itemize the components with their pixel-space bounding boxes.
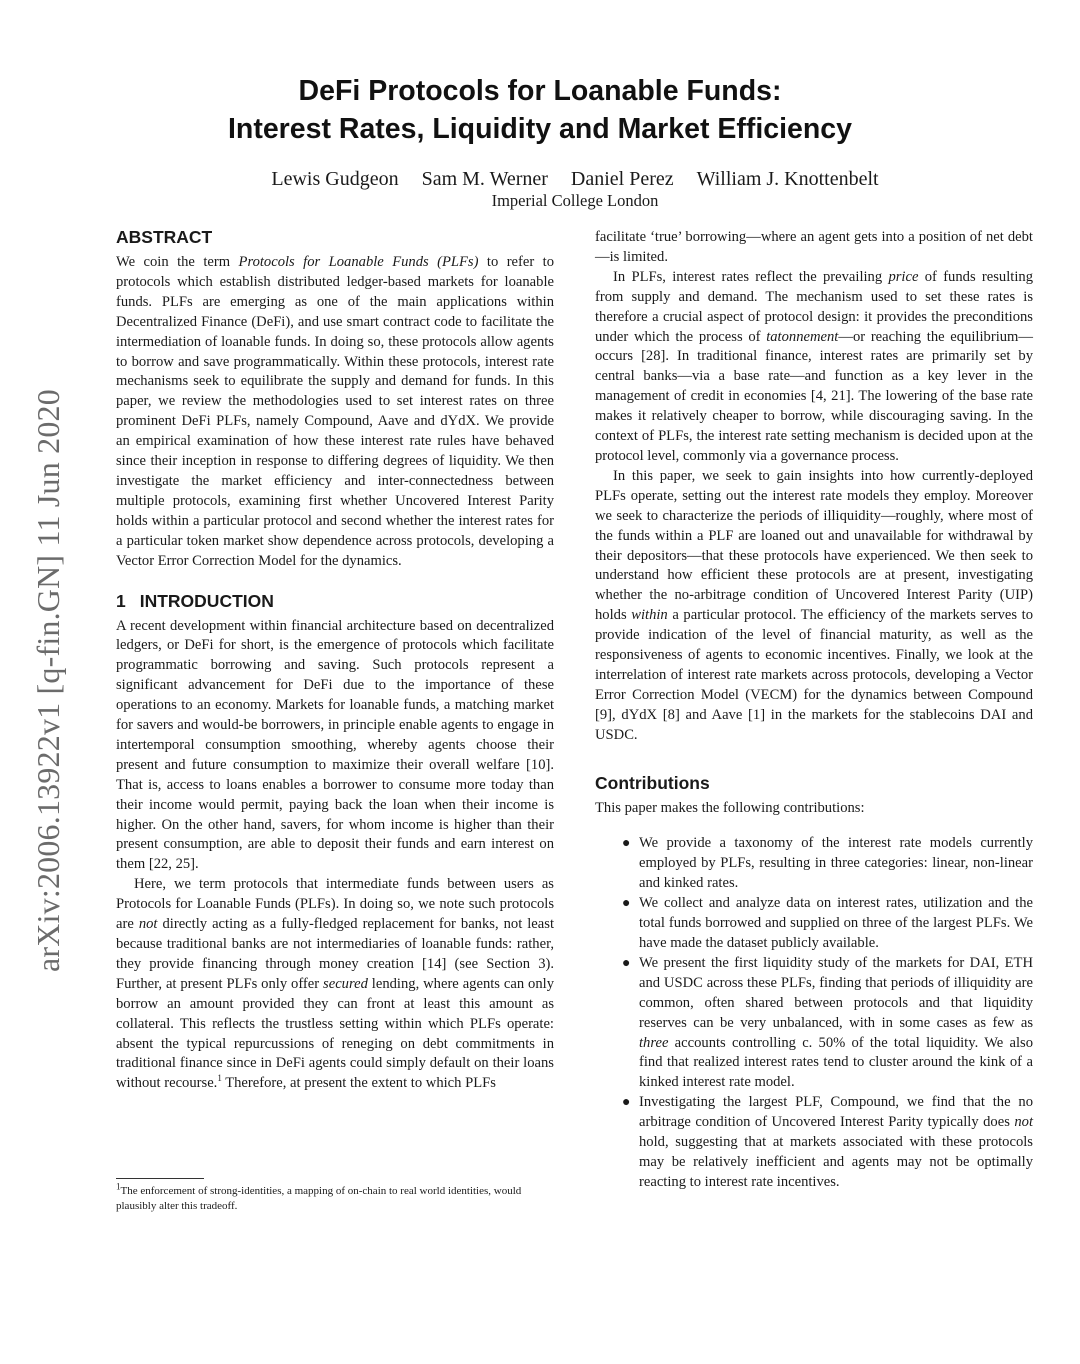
author-name: Daniel Perez (570, 168, 674, 190)
intro-paragraph-2-continued: facilitate ‘true’ borrowing—where an agent gets into a position of net debt—is limited. (595, 229, 1033, 265)
author-name: Sam M. Werner (421, 168, 548, 190)
bullet-icon: ● (622, 955, 631, 971)
intro-paragraph-3: In PLFs, interest rates reflect the prevailing price of funds resulting from supply and demand. The mechanism used to set these rates is therefore a crucial aspect of protocol design: it provides the preconditions under which the process of tatonnement—or reaching the equilibrium—occurs [28]. In traditional finance, interest rates are primarily set by central banks—via a base rate—and function as a key lever in the management of credit in economies [4, 21]. The lowering of the base rate makes it relatively cheaper to borrow, while discouraging saving. In the context of PLFs, the interest rate setting mechanism is decided upon at the protocol level, commonly via a governance process. (595, 268, 1033, 464)
paper-title (0, 72, 1080, 148)
author-name: Lewis Gudgeon (271, 168, 399, 190)
abstract-text: We coin the term Protocols for Loanable Funds (PLFs) to refer to protocols which establish distributed ledger-based markets for loanable funds. PLFs are emerging as one of the main applications within Decentralized Finance (DeFi), and use smart contract code to facilitate the intermediation of loanable funds. In doing so, these protocols allow agents to borrow and save programmatically. Within these protocols, interest rate mechanisms seek to equilibrate the supply and demand for funds. In this paper, we review the methodologies used to set interest rates on three prominent DeFi PLFs, namely Compound, Aave and dYdX. We provide an empirical examination of how these interest rate rules have behaved since their inception in response to differing degrees of liquidity. We then investigate the market efficiency and inter-connectedness between multiple protocols, examining first whether Uncovered Interest Parity holds within a particular protocol and second whether the interest rates for a particular token market show dependence across protocols, developing a Vector Error Correction Model for the dynamics. (116, 254, 555, 569)
section-title: INTRODUCTION (139, 590, 274, 611)
bullet-icon: ● (622, 896, 631, 912)
affiliation: Imperial College London (491, 191, 659, 210)
footnote: $^1$The enforcement of strong-identities, a mapping of on-chain to real world identities, would plausibly alter this tradeoff. (116, 1181, 522, 1212)
intro-paragraph-2: Here, we term protocols that intermediate funds between users as Protocols for Loanable Funds (PLFs). In doing so, we note such protocols are not directly acting as a fully-fledged replacement for banks, not least because traditional banks are not intermediaries of loanable funds: rather, they provide financing through money creation [14] (see Section 3). Further, at present PLFs only offer secured lending, where agents can only borrow an amount provided they can front at least this amount as collateral. This reflects the trustless setting within which PLFs operate: absent the typical repurcussions of reneging on debt commitments in traditional finance since in DeFi agents could simply default on their loans without recourse.$^1$ Therefore, at present the extent to which PLFs (116, 876, 555, 1092)
footnote-rule (116, 1178, 204, 1179)
author-list (0, 166, 1080, 192)
author-name: William J. Knottenbelt (696, 168, 879, 190)
title-line-2: Interest Rates, Liquidity and Market Efficiency (228, 113, 852, 145)
list-item: ● We collect and analyze data on interest rates, utilization and the total funds borrowed and supplied on three of the largest PLFs. We have made the dataset publicly available. (622, 895, 1033, 951)
section-heading-introduction (116, 590, 554, 612)
contributions-list (595, 834, 1033, 1192)
abstract-heading: ABSTRACT (116, 227, 213, 247)
contributions-heading: Contributions (595, 772, 710, 793)
contributions-lead: This paper makes the following contributions: (595, 799, 865, 816)
list-item: ● We present the first liquidity study of the markets for DAI, ETH and USDC across these PLFs, finding that periods of illiquidity are common, often shared between protocols and that liquidity reserves can be very unbalanced, with in some cases as few as three accounts controlling c. 50% of the total liquidity. We also find that realized interest rates tend to cluster around the kink of a kinked interest rate model. (622, 954, 1033, 1091)
bullet-icon: ● (622, 836, 631, 852)
left-column (116, 226, 554, 1094)
bullet-icon: ● (622, 1095, 631, 1111)
list-item: ● Investigating the largest PLF, Compound, we find that the no arbitrage condition of Uncovered Interest Parity typically does not hold, suggesting that at markets associated with these protocols may be relatively inefficient and agents may not be optimally reacting to interest rate incentives. (622, 1094, 1033, 1190)
list-item: ● We provide a taxonomy of the interest rate models currently employed by PLFs, resulting in three categories: linear, non-linear and kinked rates. (622, 835, 1033, 892)
arxiv-identifier: arXiv:2006.13922v1 [q-fin.GN] 11 Jun 2020 (30, 389, 66, 972)
intro-paragraph-4: In this paper, we seek to gain insights into how currently-deployed PLFs operate, setting out the interest rate models they employ. Moreover we seek to characterize the periods of illiquidity—roughly, where most of the funds within a PLF are loaned out and unavailable for withdrawal by their depositors—that these protocols have experienced. We then seek to understand how efficient these protocols are at present, investigating whether the no-arbitrage condition of Uncovered Interest Parity (UIP) holds within a particular protocol. The efficiency of the markets serves to provide indication of the level of financial maturity, as well as the responsiveness of agents to economic incentives. Finally, we look at the interrelation of interest rate markets across protocols, developing a Vector Error Correction Model (VECM) for the dynamics between Compound [9], dYdX [8] and Aave [1] in the markets for the stablecoins DAI and USDC. (595, 467, 1033, 743)
footnote-marker[interactable]: 1 (217, 1073, 222, 1084)
section-number: 1 (116, 590, 126, 611)
intro-paragraph-1: A recent development within financial architecture based on decentralized ledgers, or DeFi for short, is the emergence of protocols which facilitate programmatic borrowing and saving. Such protocols represent a significant advancement for DeFi due to the importance of these operations to an economy. Markets for loanable funds, a matching market for savers and would-be borrowers, in principle enable agents to engage in intertemporal consumption smoothing, whereby agents choose their present and future consumption to maximize their overall welfare [10]. That is, access to loans enables a borrower to consume more today than their income would permit, paying back the loan when their income is higher. On the other hand, savers, for whom income is higher than their present consumption, are able to deposit their funds and earn interest on them [22, 25]. (116, 617, 554, 873)
right-column (595, 228, 1033, 1193)
title-line-1: DeFi Protocols for Loanable Funds: (298, 75, 782, 107)
